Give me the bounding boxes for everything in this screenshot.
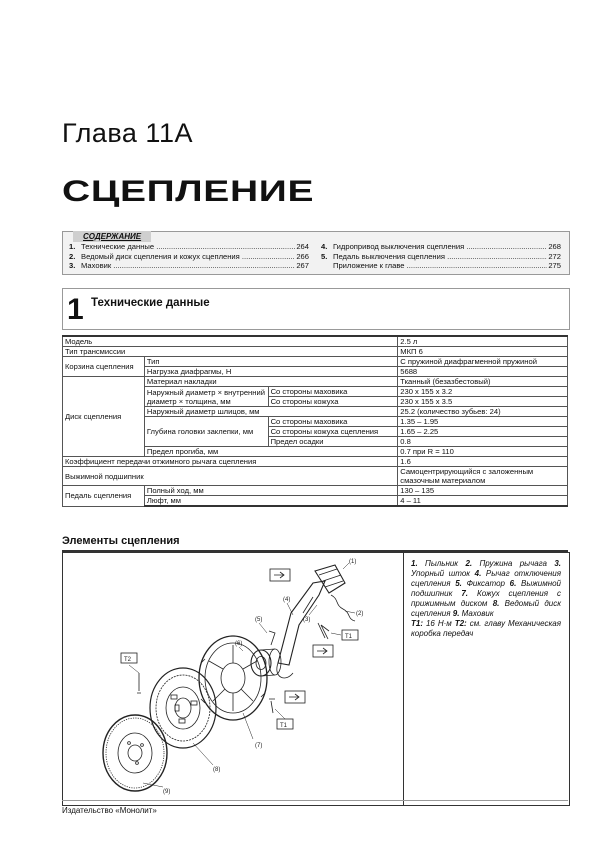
- release-bearing-drawing: [251, 649, 281, 676]
- toc-left-column: [69, 242, 309, 271]
- footer-divider: [62, 800, 568, 801]
- callout-2: (2): [356, 611, 364, 617]
- cover-bolt-drawing: [269, 699, 275, 713]
- torque-label-t1-lower: T1: [280, 723, 288, 729]
- callout-3: (3): [303, 617, 311, 623]
- figure-box: [62, 552, 570, 806]
- section-number: 1: [67, 293, 84, 326]
- toc-label: СОДЕРЖАНИЕ: [73, 231, 151, 242]
- toc-right-column: [321, 242, 561, 271]
- table-of-contents: [62, 231, 570, 275]
- table-row: Модель 2.5 л: [63, 336, 568, 347]
- torque-label-t1-upper: T1: [345, 634, 353, 640]
- toc-item[interactable]: Приложение к главе ..... 275: [321, 261, 561, 271]
- clutch-cover-drawing: [199, 636, 267, 720]
- table-row: Коэффициент передачи отжимного рычага сцепления 1.6: [63, 457, 568, 467]
- toc-item[interactable]: 5. Педаль выключения сцепления ..... 272: [321, 252, 561, 262]
- table-row: Тип трансмиссии МКП 6: [63, 347, 568, 357]
- release-fork-drawing: [277, 581, 325, 678]
- lever-spring-drawing: [331, 595, 355, 621]
- toc-item[interactable]: 4. Гидропривод выключения сцепления ..... 268: [321, 242, 561, 252]
- retainer-drawing: [269, 631, 275, 645]
- section-title: Технические данные: [91, 297, 210, 309]
- callout-6: (6): [235, 641, 243, 647]
- table-row: Наружный диаметр шлицов, мм 25.2 (количество зубьев: 24): [63, 407, 568, 417]
- flywheel-bolt-drawing: [137, 673, 141, 693]
- table-row: Диск сцепления Материал накладки Тканный (безазбестовый): [63, 377, 568, 387]
- callout-1: (1): [349, 559, 357, 565]
- table-row: Предел прогиба, мм 0.7 при R = 110: [63, 447, 568, 457]
- callout-4: (4): [283, 597, 291, 603]
- table-row: Глубина головки заклепки, мм Со стороны маховика 1.35 – 1.95: [63, 417, 568, 427]
- callout-8: (8): [213, 767, 221, 773]
- toc-item[interactable]: 1. Технические данные ..... 264: [69, 242, 309, 252]
- table-row: Люфт, мм 4 – 11: [63, 496, 568, 507]
- driven-disc-drawing: [150, 668, 216, 748]
- table-row: Со стороны кожуха 230 x 155 x 3.5: [63, 397, 568, 407]
- callout-9: (9): [163, 789, 171, 795]
- toc-item[interactable]: 2. Ведомый диск сцепления и кожух сцепления ..... 266: [69, 252, 309, 262]
- flywheel-drawing: [103, 715, 167, 791]
- clutch-exploded-diagram: [63, 553, 403, 805]
- page-title: СЦЕПЛЕНИЕ: [62, 175, 315, 208]
- figure-divider: [403, 553, 404, 805]
- table-row: Нагрузка диафрагмы, Н 5688: [63, 367, 568, 377]
- table-row: Педаль сцепления Полный ход, мм 130 – 135: [63, 486, 568, 496]
- figure-legend: 1. Пыльник 2. Пружина рычага 3. Упорный шток 4. Рычаг отключения сцепления 5. Фиксатор 6. Выжимной подшипник 7. Кожух сцепления с прижимным диском 8. Ведомый диск сцепления 9. Маховик T1: 16 Н·м T2: см. главу Механическая коробка передач: [411, 559, 562, 638]
- section-header: [62, 288, 570, 330]
- table-row: Корзина сцепления Тип С пружиной диафрагменной пружиной: [63, 357, 568, 367]
- spec-table: [62, 335, 568, 507]
- publisher-footer: Издательство «Монолит»: [62, 806, 157, 815]
- chapter-heading: Глава 11А: [62, 118, 193, 148]
- boot-drawing: [315, 565, 345, 593]
- table-row: Наружный диаметр × внутренний диаметр × толщина, мм Со стороны маховика 230 x 155 x 3.2: [63, 387, 568, 397]
- elements-heading: Элементы сцепления: [62, 535, 568, 552]
- table-row: Предел осадки 0.8: [63, 437, 568, 447]
- table-row: Со стороны кожуха сцепления 1.65 – 2.25: [63, 427, 568, 437]
- torque-label-t2: T2: [124, 657, 132, 663]
- table-row: Выжимной подшипник Самоцентрирующийся с заложенным смазочным материалом: [63, 467, 568, 486]
- toc-item[interactable]: 3. Маховик ..... 267: [69, 261, 309, 271]
- push-rod-drawing: [318, 623, 328, 639]
- callout-5: (5): [255, 617, 263, 623]
- callout-7: (7): [255, 743, 263, 749]
